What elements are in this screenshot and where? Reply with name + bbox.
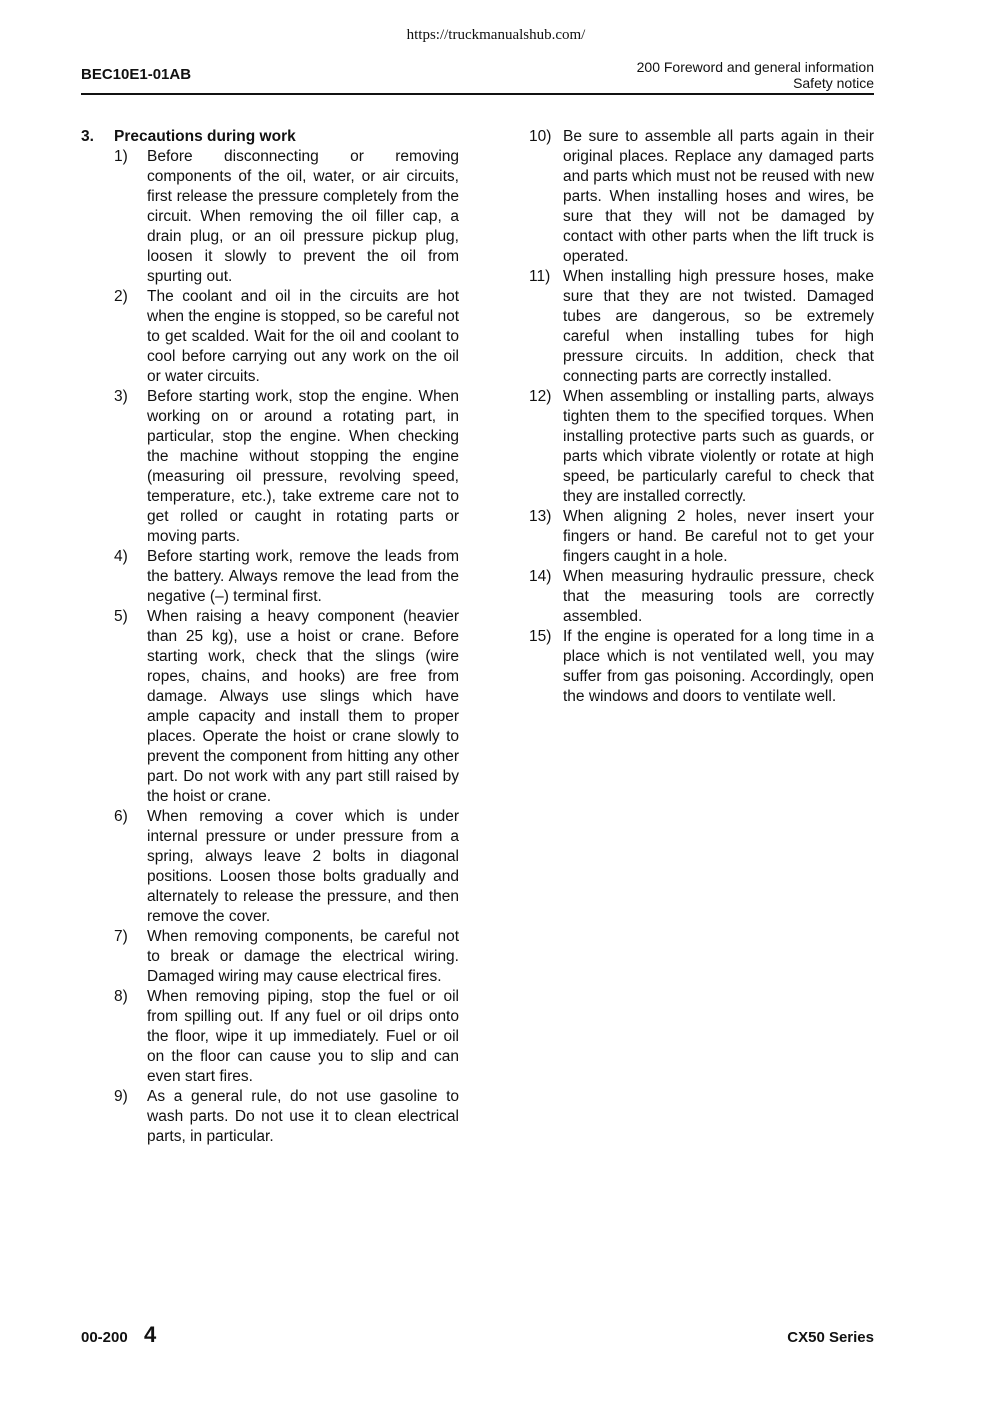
page-number: 00-200 bbox=[81, 1329, 128, 1346]
item-text: When assembling or installing parts, always tighten them to the specified torques. When installing protective parts such as guards, or parts which vibrate violently or rotate at high speed, be particularly careful to check that they are installed correctly. bbox=[563, 388, 874, 505]
chapter-title: 200 Foreword and general information bbox=[636, 59, 874, 75]
left-column bbox=[81, 127, 459, 1147]
list-item bbox=[81, 547, 459, 607]
list-item bbox=[529, 267, 874, 387]
item-text: When measuring hydraulic pressure, check that the measuring tools are correctly assembled. bbox=[563, 568, 874, 625]
item-number: 12) bbox=[529, 388, 552, 405]
list-item bbox=[81, 1087, 459, 1147]
item-number: 10) bbox=[529, 128, 552, 145]
document-code: BEC10E1-01AB bbox=[81, 66, 192, 83]
item-number: 9) bbox=[114, 1088, 128, 1105]
item-text: As a general rule, do not use gasoline to wash parts. Do not use it to clean electrical parts, in particular. bbox=[147, 1088, 459, 1145]
list-item bbox=[529, 387, 874, 507]
header-section-info bbox=[637, 59, 874, 91]
item-text: Before starting work, stop the engine. When working on or around a rotating part, in particular, stop the engine. When checking the machine without stopping the engine (measuring oil pressure, revolving speed, temperature, etc.), take extreme care not to get rolled or caught in rotating parts or moving parts. bbox=[147, 388, 459, 545]
item-text: When removing a cover which is under internal pressure or under pressure from a spring, always leave 2 bolts in diagonal positions. Loosen those bolts gradually and alternately to release the pressure, and then remove the cover. bbox=[147, 808, 459, 925]
source-url[interactable]: https://truckmanualshub.com/ bbox=[406, 27, 586, 43]
list-item bbox=[81, 987, 459, 1087]
item-number: 7) bbox=[114, 928, 128, 945]
item-number: 8) bbox=[114, 988, 128, 1005]
item-text: The coolant and oil in the circuits are hot when the engine is stopped, so be careful not to get scalded. Wait for the oil and coolant to cool before carrying out any work on the oil or water circuits. bbox=[147, 288, 459, 385]
list-item bbox=[81, 607, 459, 807]
item-number: 1) bbox=[114, 148, 128, 165]
item-number: 14) bbox=[529, 568, 552, 585]
section-heading bbox=[81, 127, 459, 147]
section-number: 3. bbox=[81, 128, 94, 145]
list-item bbox=[529, 567, 874, 627]
item-text: When installing high pressure hoses, make sure that they are not twisted. Damaged tubes are dangerous, so be extremely careful when installing tubes for high pressure circuits. In addition, check that connecting parts are correctly installed. bbox=[563, 268, 874, 385]
item-text: When aligning 2 holes, never insert your fingers or hand. Be careful not to get your fingers caught in a hole. bbox=[563, 508, 874, 565]
item-text: Before starting work, remove the leads from the battery. Always remove the lead from the negative (–) terminal first. bbox=[147, 548, 459, 605]
list-item bbox=[529, 627, 874, 707]
list-item bbox=[529, 127, 874, 267]
precautions-list-right bbox=[529, 127, 874, 707]
list-item bbox=[529, 507, 874, 567]
item-number: 3) bbox=[114, 388, 128, 405]
item-text: If the engine is operated for a long time in a place which is not ventilated well, you may suffer from gas poisoning. Accordingly, open the windows and doors to ventilate well. bbox=[563, 628, 874, 705]
item-text: When raising a heavy component (heavier than 25 kg), use a hoist or crane. Before starting work, check that the slings (wire ropes, chains, and hooks) are free from damage. Always use slings which have ample capacity and install them to proper places. Operate the hoist or crane slowly to prevent the component from hitting any other part. Do not work with any part still raised by the hoist or crane. bbox=[147, 608, 459, 805]
subsection-title: Safety notice bbox=[793, 75, 874, 91]
item-number: 5) bbox=[114, 608, 128, 625]
list-item bbox=[81, 807, 459, 927]
list-item bbox=[81, 287, 459, 387]
list-item bbox=[81, 927, 459, 987]
item-number: 13) bbox=[529, 508, 552, 525]
item-number: 11) bbox=[529, 268, 551, 285]
model-series: CX50 Series bbox=[787, 1329, 874, 1346]
item-text: Before disconnecting or removing components of the oil, water, or air circuits, first release the pressure completely from the circuit. When removing the oil filler cap, a drain plug, or an oil pressure pickup plug, loosen it slowly to prevent the oil from spurting out. bbox=[147, 148, 459, 285]
header-divider bbox=[81, 93, 874, 95]
item-text: Be sure to assemble all parts again in their original places. Replace any damaged parts and parts which must not be reused with new parts. When installing hoses and wires, be sure that they will not be damaged by contact with other parts when the lift truck is operated. bbox=[563, 128, 874, 265]
item-number: 6) bbox=[114, 808, 128, 825]
right-column bbox=[529, 127, 874, 707]
precautions-list-left bbox=[81, 147, 459, 1147]
revision-number: 4 bbox=[144, 1322, 157, 1347]
list-item bbox=[81, 387, 459, 547]
item-text: When removing piping, stop the fuel or oil from spilling out. If any fuel or oil drips onto the floor, wipe it up immediately. Fuel or oil on the floor can cause you to slip and can even start fires. bbox=[147, 988, 459, 1085]
item-text: When removing components, be careful not to break or damage the electrical wiring. Damaged wiring may cause electrical fires. bbox=[147, 928, 459, 985]
list-item bbox=[81, 147, 459, 287]
item-number: 2) bbox=[114, 288, 128, 305]
item-number: 4) bbox=[114, 548, 128, 565]
section-title: Precautions during work bbox=[114, 128, 296, 145]
item-number: 15) bbox=[529, 628, 552, 645]
